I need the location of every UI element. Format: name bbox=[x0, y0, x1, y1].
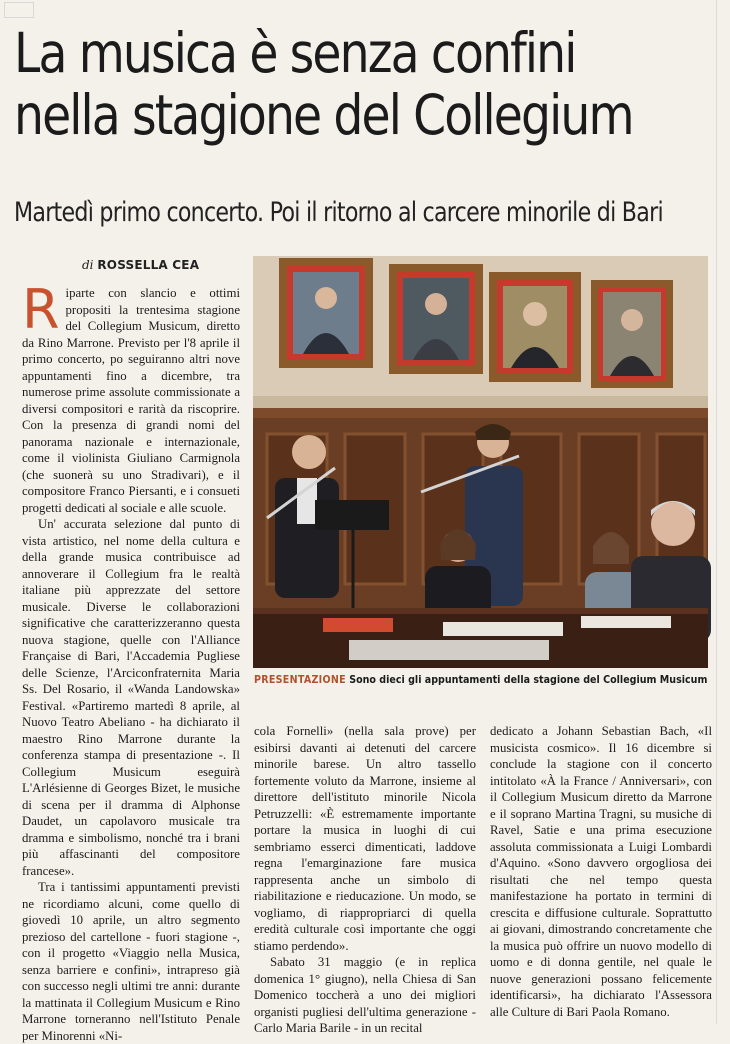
drop-cap: R bbox=[22, 278, 60, 341]
paragraph bbox=[22, 278, 240, 516]
paragraph: Un' accurata selezione dal punto di vista artistico, nel nome della cultura e della grande musica contribuisce ad annoverare il Collegium fra le realtà italiane più apprezzate del settore musicale. Diverse le collaborazioni significative che caratterizzeranno questa nuova stagione, quelle con l'Alliance Française di Bari, l'Accademia Pugliese delle Scienze, l'Arciconfraternita Maria Ss. Del Rosario, il «Wanda Landowska» Festival. «Partiremo martedì 8 aprile, al Nuovo Teatro Abeliano - ha dichiarato il maestro Rino Marrone durante la conferenza stampa di presentazione -. Il Collegium Musicum eseguirà L'Arlésienne di Georges Bizet, le musiche di scena per il dramma di Alphonse Daudet, un capolavoro musicale tra dramma e simbolismo, nonché tra i brani più affascinanti del compositore francese». bbox=[22, 517, 240, 878]
press-conference-photo bbox=[253, 256, 708, 668]
byline-author: ROSSELLA CEA bbox=[97, 258, 200, 272]
portrait-frame bbox=[489, 272, 581, 382]
paragraph: cola Fornelli» (nella sala prove) per esibirsi davanti ai detenuti del carcere minorile barese. Un altro tassello fortemente voluto da Marrone, insieme al direttore dell'istituto minorile Nicola Petruzzelli: «È estremamente importante portare la musica in luoghi di cui sembriamo esserci dimenticati, laddove regna l'emarginazione fare musica rappresenta anche un simbolo di riabilitazione e rieducazione. Un modo, se vogliamo, di riappropriarci di quella eredità culturale così importante che oggi stiamo perdendo». bbox=[254, 724, 476, 953]
caption-text: Sono dieci gli appuntamenti della stagione del Collegium Musicum bbox=[345, 674, 708, 686]
paragraph: Sabato 31 maggio (e in replica domenica 1° giugno), nella Chiesa di San Domenico toccherà a uno dei migliori organisti pugliesi dell'ultima generazione - Carlo Maria Barile - in un recital bbox=[254, 955, 476, 1035]
photo-illustration bbox=[253, 256, 708, 668]
headline-line-1: La musica è senza confini bbox=[14, 21, 576, 85]
byline-prefix: di bbox=[82, 258, 94, 272]
paragraph-text: iparte con slancio e ottimi propositi la trentesima stagione del Collegium Musicum, diretto da Rino Marrone. Previsto per l'8 aprile il primo concerto, po seguiranno altri nove appuntamenti fino a dicembre, tra numerose prime assolute commissionate a diversi compositori e rarità da riscoprire. Con la presenza di grandi nomi del panorama nazionale e internazionale, come il violinista Giuliano Carmignola (che suonerà su uno Stradivari), e il compositore Franco Piersanti, e i consueti progetti dedicati al sociale e alle scuole. bbox=[22, 286, 240, 515]
article-column-2 bbox=[254, 723, 476, 1035]
caption-tag: PRESENTAZIONE bbox=[254, 674, 346, 686]
article-column-3 bbox=[490, 723, 712, 1018]
portrait-frame bbox=[279, 258, 373, 368]
byline bbox=[82, 258, 199, 272]
adjacent-article-divider bbox=[716, 0, 717, 1024]
headline-line-2: nella stagione del Collegium bbox=[14, 83, 633, 147]
portrait-frame bbox=[591, 280, 673, 388]
headline bbox=[14, 21, 633, 147]
paragraph: dedicato a Johann Sebastian Bach, «Il musicista cosmico». Il 16 dicembre si conclude la stagione con il concerto intitolato «À la France / Anniversari», con il Collegium Musicum diretto da Marrone e il soprano Martina Tragni, su musiche di Ravel, Satie e una prima esecuzione assoluta commissionata a Luigi Lombardi d'Aquino. «Sono davvero orgogliosa dei risultati che nel tempo questa manifestazione ha portato in termini di crescita e diffusione culturale. Soprattutto ai giovani, dimostrando concretamente che la musica può offrire un nuovo modello di uomo e di donna gentile, nel quale le nuove generazioni possano felicemente identificarsi», ha dichiarato l'Assessora alle Culture di Bari Paola Romano. bbox=[490, 724, 712, 1019]
paragraph: Tra i tantissimi appuntamenti previsti ne ricordiamo alcuni, come quello di giovedì 10 aprile, un altro segmento prezioso del cartellone - fuori stagione -, con il progetto «Viaggio nella Musica, senza barriere e confini», intrapreso già con successo negli ultimi tre anni: durante la mattinata il Collegium Musicum e Rino Marrone torneranno nell'Istituto Penale per Minorenni «Ni- bbox=[22, 880, 240, 1043]
photo-caption bbox=[254, 674, 708, 686]
article-column-1 bbox=[22, 278, 240, 1043]
corner-page-mark bbox=[4, 2, 34, 18]
subheadline: Martedì primo concerto. Poi il ritorno al carcere minorile di Bari bbox=[14, 197, 663, 228]
portrait-frame bbox=[389, 264, 483, 374]
